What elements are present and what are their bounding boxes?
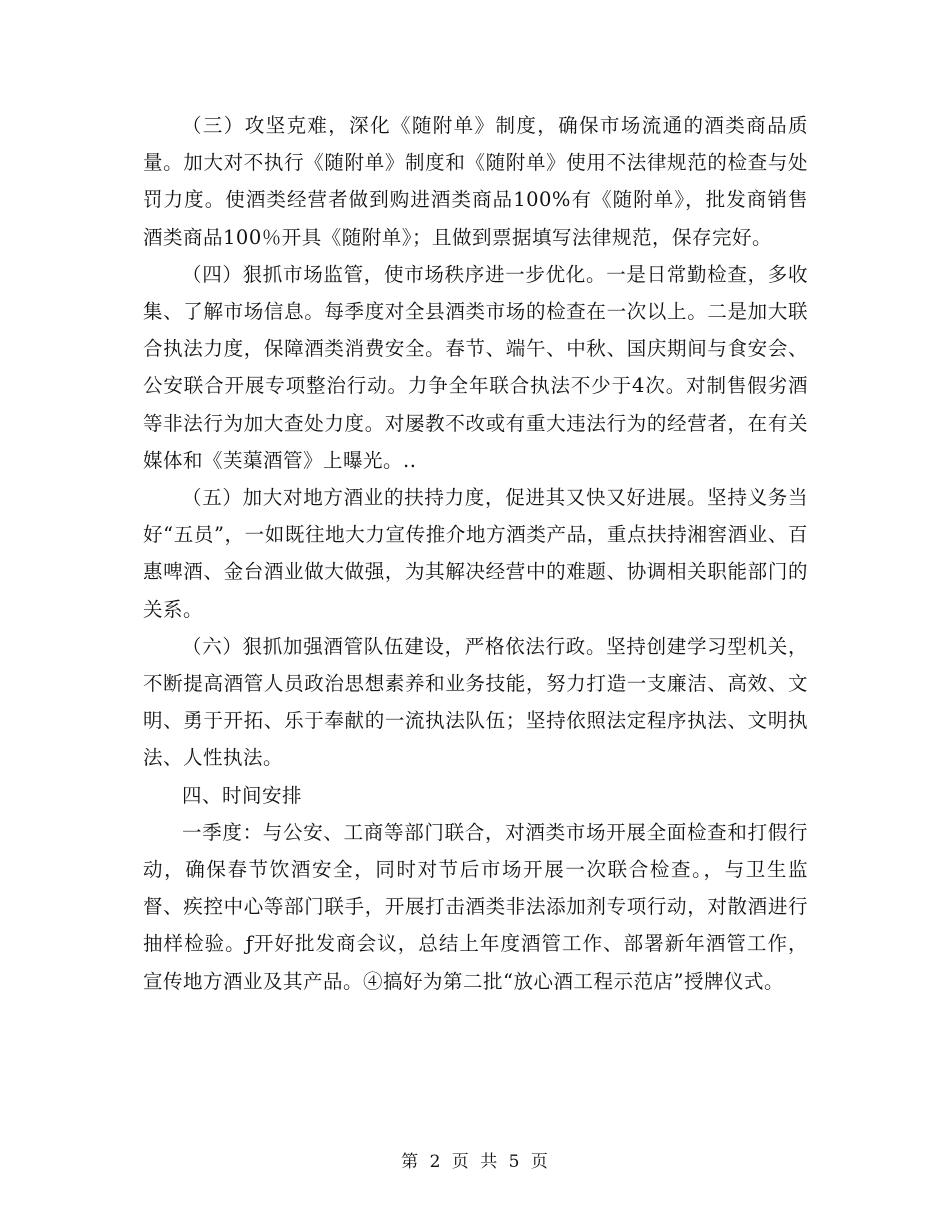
- document-body: [143, 107, 808, 1000]
- paragraph-section-6: （六）狠抓加强酒管队伍建设，严格依法行政。坚持创建学习型机关，不断提高酒管人员政治思想素养和业务技能，努力打造一支廉洁、高效、文明、勇于开拓、乐于奉献的一流执法队伍；坚持依照法定程序执法、文明执法、人性执法。: [143, 634, 808, 770]
- paragraph-section-4: （四）狠抓市场监管，使市场秩序进一步优化。一是日常勤检查，多收集、了解市场信息。每季度对全县酒类市场的检查在一次以上。二是加大联合执法力度，保障酒类消费安全。春节、端午、中秋、国庆期间与食安会、公安联合开展专项整治行动。力争全年联合执法不少于4次。对制售假劣酒等非法行为加大查处力度。对屡教不改或有重大违法行为的经营者，在有关媒体和《芙蕖酒管》上曝光。..: [143, 262, 808, 472]
- paragraph-section-3: （三）攻坚克难，深化《随附单》制度，确保市场流通的酒类商品质量。加大对不执行《随附单》制度和《随附单》使用不法律规范的检查与处罚力度。使酒类经营者做到购进酒类商品100%有《随附单》，批发商销售酒类商品100％开具《随附单》；且做到票据填写法律规范，保存完好。: [143, 114, 808, 249]
- section-heading-schedule: 四、时间安排: [182, 783, 303, 807]
- paragraph-section-5: （五）加大对地方酒业的扶持力度，促进其又快又好进展。坚持义务当好“五员”，一如既往地大力宣传推介地方酒类产品，重点扶持湘窖酒业、百惠啤酒、金台酒业做大做强，为其解决经营中的难题、协调相关职能部门的关系。: [143, 486, 808, 621]
- page-number-footer: 第 2 页 共 5 页: [401, 1152, 549, 1172]
- paragraph-schedule-q1: 一季度：与公安、工商等部门联合，对酒类市场开展全面检查和打假行动，确保春节饮酒安全，同时对节后市场开展一次联合检查。，与卫生监督、疾控中心等部门联手，开展打击酒类非法添加剂专项行动，对散酒进行抽样检验。ƒ开好批发商会议，总结上年度酒管工作、部署新年酒管工作，宣传地方酒业及其产品。④搞好为第二批“放心酒工程示范店”授牌仪式。: [143, 820, 808, 993]
